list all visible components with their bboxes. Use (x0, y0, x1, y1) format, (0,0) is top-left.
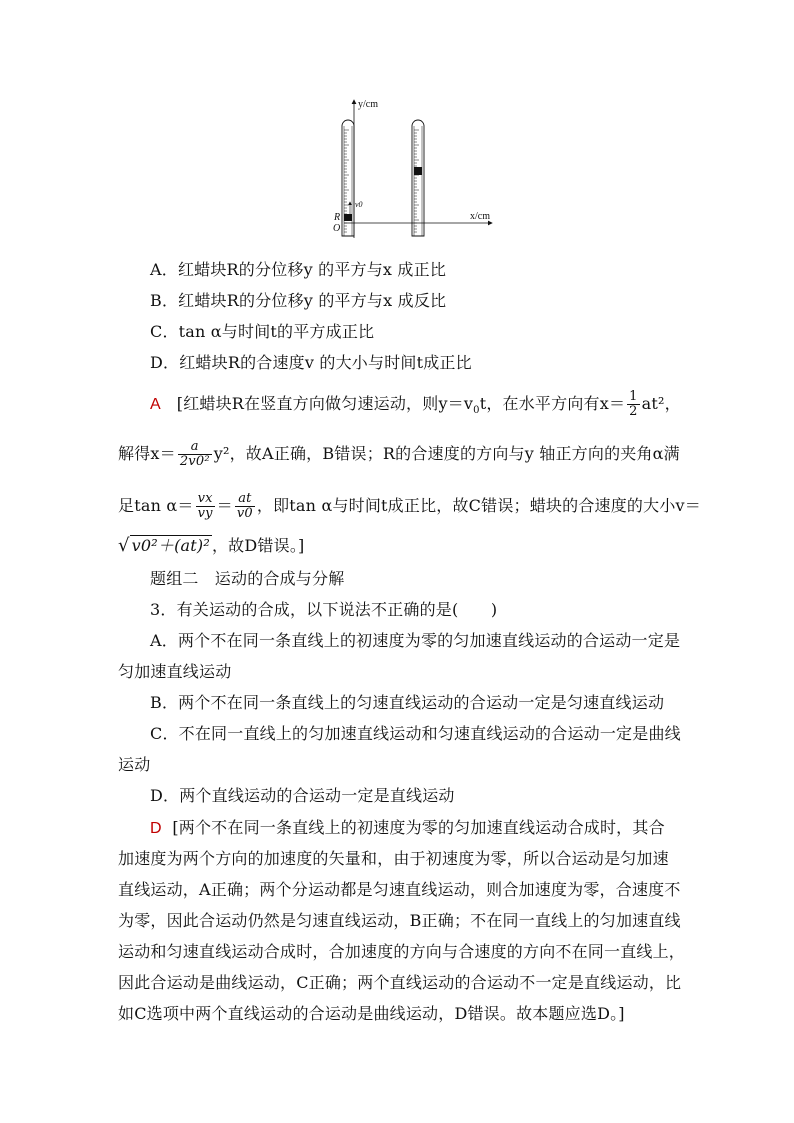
x-axis-label: x/cm (470, 211, 490, 222)
q3-answer-letter: D (150, 820, 162, 837)
q2-solution-line-1: A [红蜡块R在竖直方向做匀速运动，则$y=v_0t$，在水平方向有x＝ $\frac{1}{2}$ at²， (150, 389, 681, 419)
q3-solution-line-6: 因此合运动是曲线运动，C正确；两个直线运动的合运动不一定是直线运动，比 (118, 973, 682, 992)
q2-solution-line-3: 足tan α＝ $\frac{vx}{vy}$ ＝ $\frac{at}{v0}$ ，即tan α与时间t成正比，故C错误；蜡块的合速度的大小v＝ (118, 491, 701, 521)
q2-option-d: D．红蜡块R的合速度v 的大小与时间t成正比 (150, 353, 472, 372)
q2-solution-line-2: 解得x＝ $\frac{a}{\text{2v0²}}$ y²，故A正确，B错误；R的合速度的方向与y 轴正方向的夹角α满 (118, 439, 680, 469)
fraction-a-over-2v0sq: $\frac{a}{\text{2v0²}}$ (179, 439, 210, 469)
q3-option-c-line-2: 运动 (118, 755, 151, 774)
y-axis-label: y/cm (358, 99, 378, 110)
fraction-vx-over-vy: $\frac{vx}{vy}$ (197, 491, 213, 521)
tube-diagram (330, 96, 500, 246)
q2-option-c: C．tan α与时间t的平方成正比 (150, 322, 375, 341)
q3-solution-line-1: D [两个不在同一条直线上的初速度为零的匀加速直线运动合成时，其合 (150, 818, 665, 837)
fraction-half: $\frac{1}{2}$ (629, 389, 638, 419)
red-wax-block (344, 214, 352, 221)
red-wax-block-moved (414, 167, 422, 175)
q2-answer-letter: A (150, 396, 161, 413)
q3-stem: 3．有关运动的合成，以下说法不正确的是( ) (150, 600, 498, 619)
q3-solution-line-2: 加速度为两个方向的加速度的矢量和，由于初速度为零，所以合运动是匀加速 (118, 849, 669, 868)
q3-solution-line-5: 运动和匀速直线运动合成时，合加速度的方向与合速度的方向不在同一直线上， (118, 942, 686, 961)
q2-option-a: A．红蜡块R的分位移y 的平方与x 成正比 (150, 260, 447, 279)
tube-left (342, 120, 354, 236)
q3-solution-line-4: 为零，因此合运动仍然是匀速直线运动，B正确；不在同一直线上的匀加速直线 (118, 911, 681, 930)
sqrt-expression: v0²＋(at)² (131, 536, 210, 555)
q3-solution-line-7: 如C选项中两个直线运动的合运动是曲线运动，D错误。故本题应选D。] (118, 1004, 625, 1023)
fraction-at-over-v0: $\frac{at}{v0}$ (236, 491, 253, 521)
block-label: R (334, 212, 341, 223)
q3-option-d: D．两个直线运动的合运动一定是直线运动 (150, 786, 455, 805)
section-title: 题组二 运动的合成与分解 (150, 569, 345, 588)
q3-option-a-line-1: A．两个不在同一条直线上的初速度为零的匀加速直线运动的合运动一定是 (150, 631, 681, 650)
q3-solution-line-3: 直线运动，A正确；两个分运动都是匀速直线运动，则合加速度为零，合速度不 (118, 880, 681, 899)
q3-option-b: B．两个不在同一条直线上的匀速直线运动的合运动一定是匀速直线运动 (150, 693, 665, 712)
velocity-label: v0 (355, 200, 363, 209)
q2-solution-line-4: √ v0²＋(at)² ，故D错误。] (118, 535, 305, 556)
q2-option-b: B．红蜡块R的分位移y 的平方与x 成反比 (150, 291, 447, 310)
origin-label: O (333, 223, 341, 234)
q3-option-c-line-1: C．不在同一直线上的匀加速直线运动和匀速直线运动的合运动一定是曲线 (150, 724, 681, 743)
physics-figure (330, 96, 500, 246)
q3-option-a-line-2: 匀加速直线运动 (118, 662, 232, 681)
tube-right (412, 120, 424, 236)
